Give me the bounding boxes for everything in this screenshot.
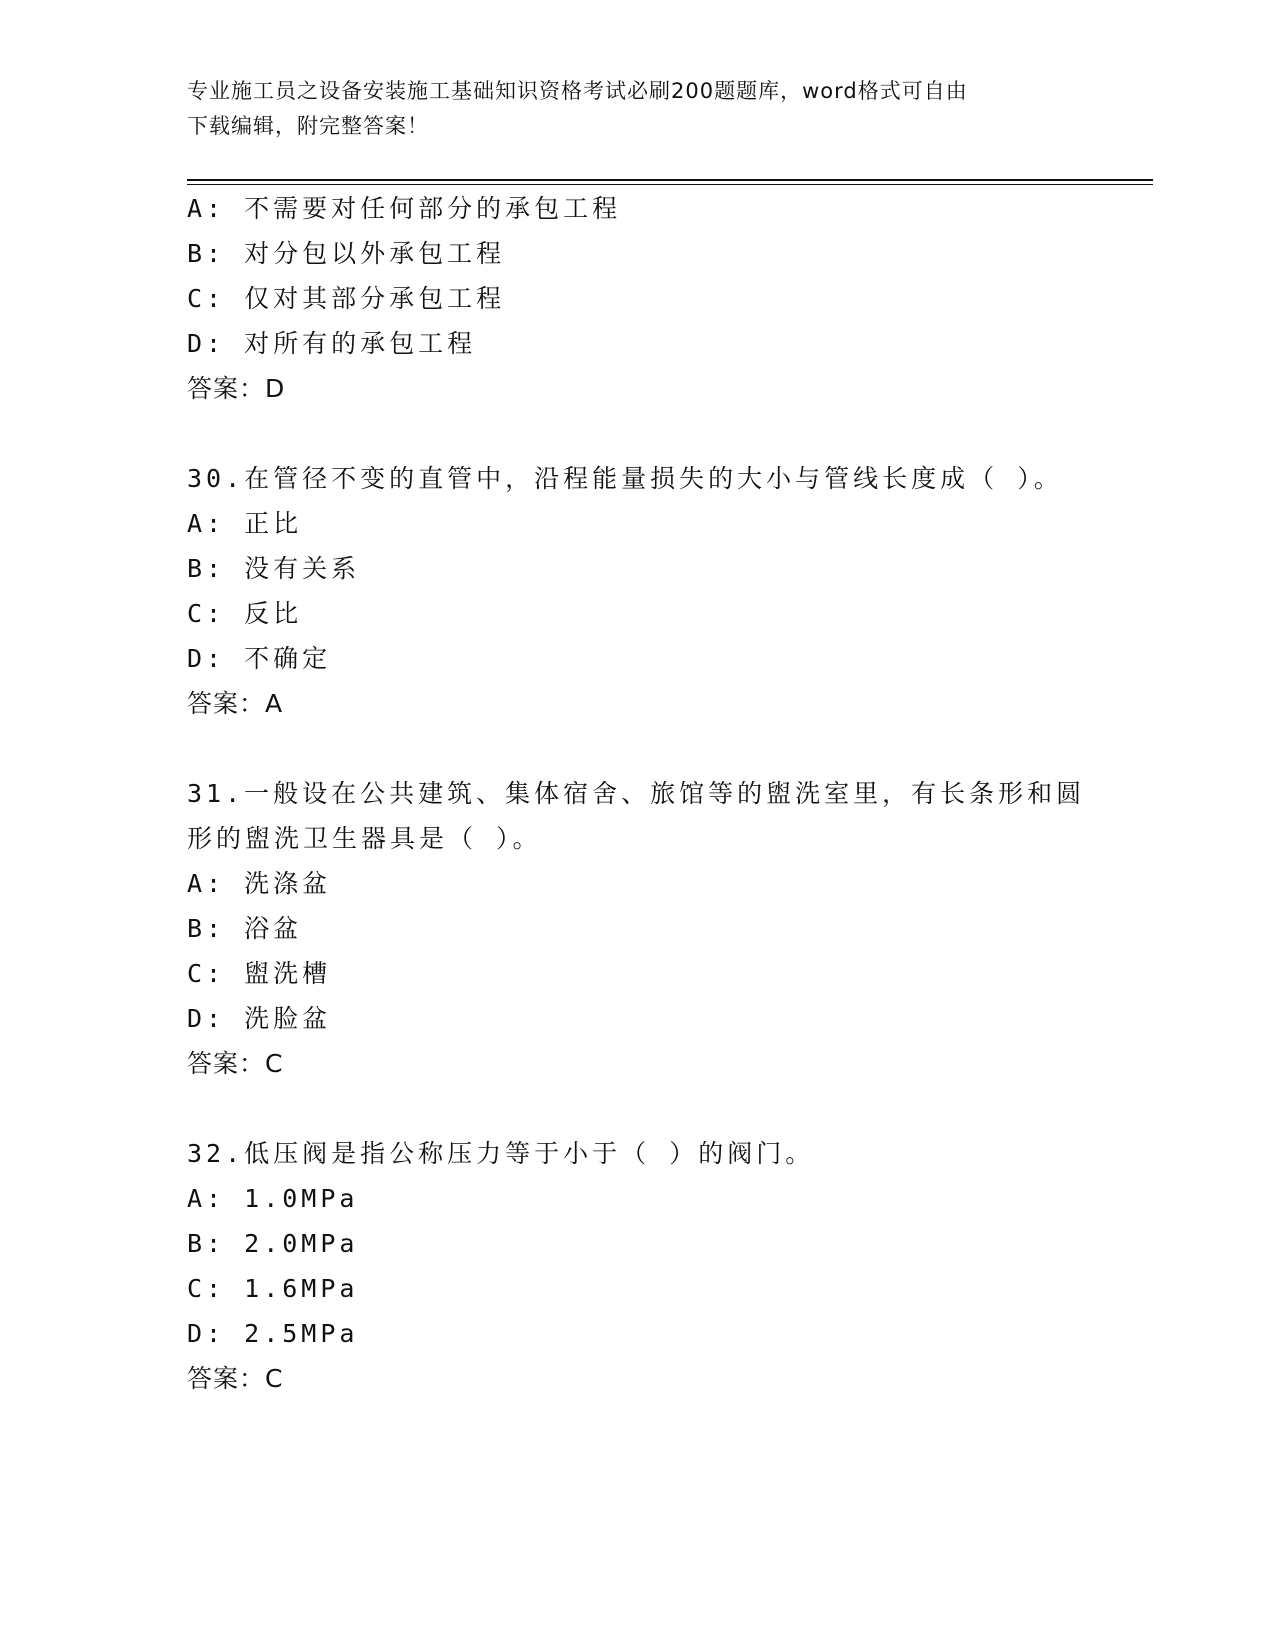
q32-option-c: C: 1.6MPa: [187, 1274, 359, 1303]
header-divider-thick: [187, 179, 1153, 181]
q32-option-a: A: 1.0MPa: [187, 1184, 359, 1213]
q30-answer: 答案：A: [187, 689, 284, 718]
q29-option-a: A: 不需要对任何部分的承包工程: [187, 194, 622, 223]
q32-answer: 答案：C: [187, 1364, 284, 1393]
q31-option-c: C: 盥洗槽: [187, 959, 332, 988]
q32-option-b: B: 2.0MPa: [187, 1229, 359, 1258]
q31-answer: 答案：C: [187, 1049, 284, 1078]
header-line-1: 专业施工员之设备安装施工基础知识资格考试必刷200题题库，word格式可自由: [187, 79, 968, 103]
q30-question: 30.在管径不变的直管中，沿程能量损失的大小与管线长度成（ ）。: [187, 464, 1063, 493]
q29-answer: 答案：D: [187, 374, 286, 403]
q32-question: 32.低压阀是指公称压力等于小于（ ）的阀门。: [187, 1139, 815, 1168]
q32-option-d: D: 2.5MPa: [187, 1319, 359, 1348]
document-header: [187, 74, 1087, 144]
q31-option-a: A: 洗涤盆: [187, 869, 332, 898]
q31-option-d: D: 洗脸盆: [187, 1004, 332, 1033]
q31-question-line-1: 31.一般设在公共建筑、集体宿舍、旅馆等的盥洗室里，有长条形和圆: [187, 779, 1086, 808]
q29-option-c: C: 仅对其部分承包工程: [187, 284, 506, 313]
q30-option-a: A: 正比: [187, 509, 303, 538]
q30-option-d: D: 不确定: [187, 644, 332, 673]
q30-option-c: C: 反比: [187, 599, 303, 628]
q31-option-b: B: 浴盆: [187, 914, 303, 943]
header-line-2: 下载编辑，附完整答案！: [187, 114, 429, 138]
q29-option-d: D: 对所有的承包工程: [187, 329, 477, 358]
header-divider-thin: [187, 184, 1153, 185]
q29-option-b: B: 对分包以外承包工程: [187, 239, 506, 268]
q31-question-line-2: 形的盥洗卫生器具是（ ）。: [187, 824, 542, 853]
q30-option-b: B: 没有关系: [187, 554, 361, 583]
